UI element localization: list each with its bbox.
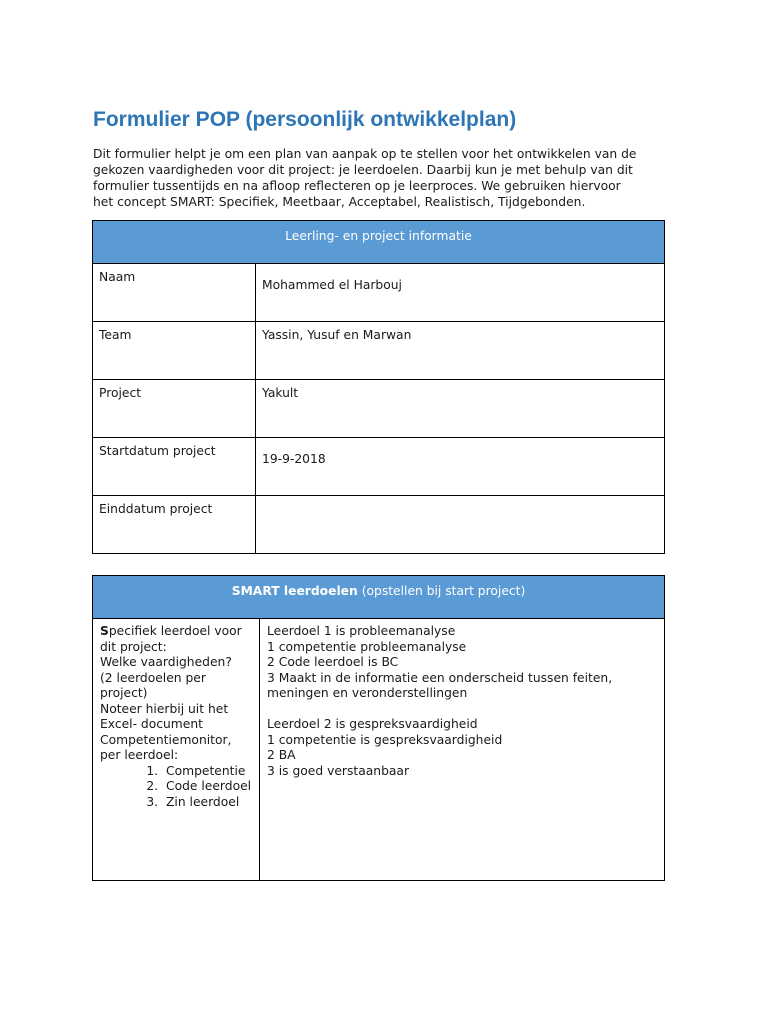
instruction-line: (2 leerdoelen per: [100, 670, 206, 685]
smart-table-header: [93, 576, 665, 619]
instruction-line: per leerdoel:: [100, 748, 179, 762]
name-value-cell[interactable]: [256, 264, 665, 322]
intro-line: het concept SMART: Specifiek, Meetbaar, Acceptabel, Realistisch, Tijdgebonden.: [93, 195, 586, 209]
instruction-first-letter: S: [100, 624, 109, 638]
team-value[interactable]: Yassin, Yusuf en Marwan: [256, 322, 665, 380]
team-label: Team: [93, 322, 256, 380]
smart-goals-table: [92, 575, 665, 881]
smart-goals-cell[interactable]: [260, 619, 665, 881]
project-label: Project: [93, 380, 256, 438]
end-date-value[interactable]: [256, 496, 665, 554]
instruction-line: Excel- document: [100, 717, 203, 731]
start-date-value: 19-9-2018: [262, 452, 326, 466]
start-date-label: Startdatum project: [93, 438, 256, 496]
instruction-line: dit project:: [100, 639, 167, 654]
table-row: [93, 438, 665, 496]
student-project-info-table: [92, 220, 665, 554]
list-item: 3. Zin leerdoel: [162, 795, 253, 811]
goal-line: Leerdoel 2 is gespreksvaardigheid: [267, 717, 478, 731]
smart-header-note: (opstellen bij start project): [357, 584, 526, 598]
table-row: [93, 322, 665, 380]
goal-line: Leerdoel 1 is probleemanalyse: [267, 624, 456, 638]
instruction-list: [100, 764, 253, 811]
instruction-line: Competentiemonitor,: [100, 732, 232, 747]
goal-line: 2 BA: [267, 748, 296, 762]
table-row: [93, 380, 665, 438]
instruction-line: Welke vaardigheden?: [100, 655, 232, 669]
goal-line: 3 Maakt in de informatie een onderscheid tussen feiten, meningen en veronderstellingen: [267, 670, 613, 700]
end-date-label: Einddatum project: [93, 496, 256, 554]
intro-line: Dit formulier helpt je om een plan van aanpak op te stellen voor het ontwikkelen van de: [93, 147, 637, 161]
list-item: 1. Competentie: [162, 764, 253, 780]
info-table-header: Leerling- en project informatie: [93, 221, 665, 264]
goal-line: 2 Code leerdoel is BC: [267, 655, 399, 669]
name-label: Naam: [93, 264, 256, 322]
goal-line: 1 competentie is gespreksvaardigheid: [267, 732, 503, 747]
intro-line: gekozen vaardigheden voor dit project: je leerdoelen. Daarbij kun je met behulp van dit: [93, 163, 633, 177]
instruction-line: project): [100, 686, 148, 700]
spacer: [267, 702, 658, 718]
intro-line: formulier tussentijds en na afloop reflecteren op je leerproces. We gebruiken hiervoor: [93, 179, 621, 193]
instruction-line: Specifiek leerdoel voor: [100, 624, 242, 638]
project-value[interactable]: Yakult: [256, 380, 665, 438]
page-title: Formulier POP (persoonlijk ontwikkelplan): [93, 108, 517, 131]
smart-header-bold: SMART leerdoelen: [231, 584, 358, 598]
list-item: 2. Code leerdoel: [162, 779, 253, 795]
goal-line: 1 competentie probleemanalyse: [267, 639, 467, 654]
start-date-value-cell[interactable]: [256, 438, 665, 496]
table-row: [93, 496, 665, 554]
name-value: Mohammed el Harbouj: [262, 278, 402, 292]
goal-line: 3 is goed verstaanbaar: [267, 763, 409, 778]
intro-paragraph: [93, 146, 683, 210]
instruction-line: Noteer hierbij uit het: [100, 701, 229, 716]
table-row: [93, 264, 665, 322]
smart-instructions-cell: [93, 619, 260, 881]
table-row: [93, 619, 665, 881]
